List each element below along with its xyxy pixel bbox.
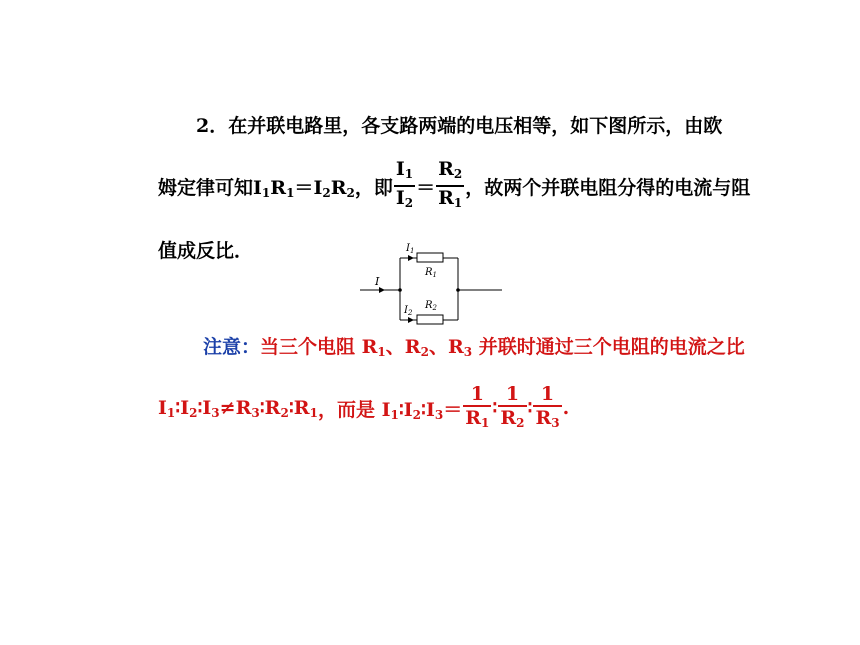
- ratio-colon: ∶: [527, 397, 533, 419]
- parallel-circuit-diagram: [355, 240, 505, 330]
- resistance-ratio-fraction: $\frac{R_2}{R_1}$: [438, 158, 463, 210]
- ratio-colon: ∶: [492, 397, 498, 419]
- paragraph-text: ，故两个并联电阻分得的电流与阻: [465, 176, 751, 199]
- resistor-R1: [417, 253, 443, 262]
- current-label-I: I: [375, 275, 380, 288]
- equals-sign: ＝: [416, 176, 436, 199]
- item-number: 2．: [196, 115, 229, 137]
- current-ratio-fraction: $\frac{I_1}{I_2}$: [395, 158, 414, 210]
- resistor-label-R1: $R_1$: [425, 267, 437, 279]
- ohm-equation: $I_1R_1=I_2R_2$: [253, 176, 355, 200]
- reciprocal-fraction-3: $\frac{1}{R_3}$: [535, 382, 560, 430]
- paragraph-line-2: [158, 158, 750, 214]
- reciprocal-fraction-2: $\frac{1}{R_2}$: [500, 382, 525, 430]
- note-label: 注意：: [203, 336, 261, 358]
- note-line-1: 注意：当三个电阻 $R_1$、$R_2$、$R_3$ 并联时通过三个电阻的电流之比: [203, 336, 745, 359]
- note-line-2: [158, 382, 569, 434]
- paragraph-text: 在并联电路里，各支路两端的电压相等，如下图所示，由欧: [228, 115, 723, 137]
- paragraph-text: ，即: [354, 176, 393, 199]
- period: .: [562, 397, 570, 419]
- ratio-inequality: $I_1∶I_2∶I_3\ne R_3∶R_2∶R_1$: [158, 396, 318, 420]
- ratio-equation: ，而是 $I_1∶I_2∶I_3=$: [317, 398, 463, 422]
- resistor-label-R2: $R_2$: [425, 300, 437, 312]
- paragraph-text: 值成反比．: [158, 240, 254, 262]
- reciprocal-fraction-1: $\frac{1}{R_1}$: [465, 382, 490, 430]
- paragraph-line-3: [158, 236, 253, 263]
- arrow-icon: [379, 287, 385, 293]
- resistor-R2: [417, 315, 443, 324]
- arrow-icon: [408, 317, 414, 323]
- paragraph-text: 姆定律可知: [158, 176, 254, 199]
- paragraph-line-1: [196, 111, 722, 138]
- junction-dot: [398, 288, 402, 292]
- current-label-I2: $I_2$: [404, 305, 413, 317]
- arrow-icon: [408, 255, 414, 261]
- current-label-I1: $I_1$: [406, 243, 415, 255]
